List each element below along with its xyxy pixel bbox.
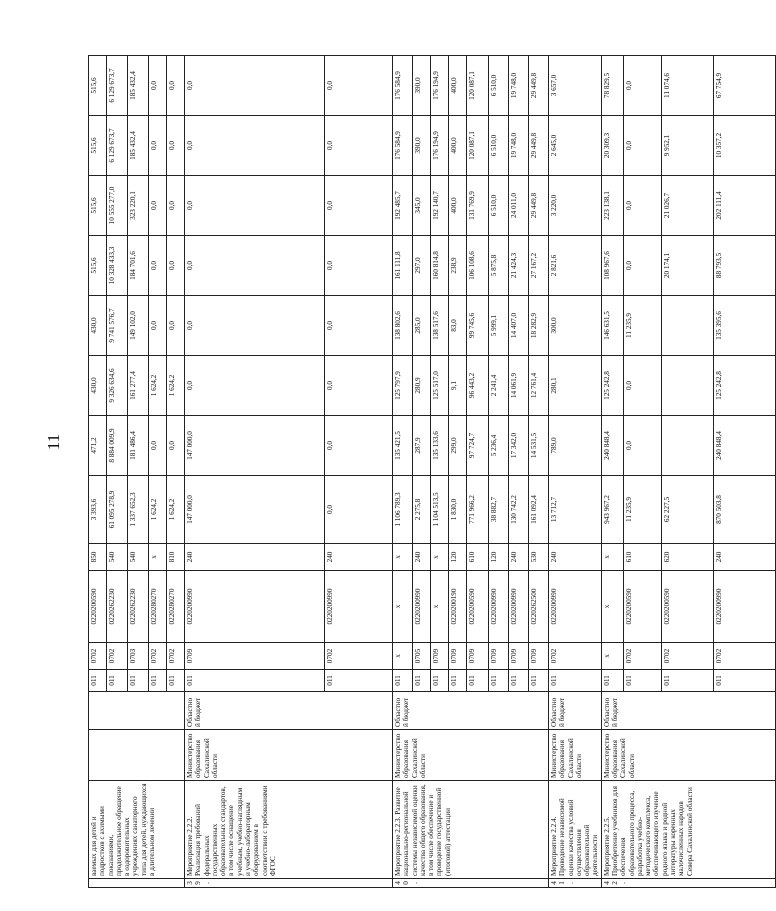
amount-cell: 430,0 xyxy=(89,356,107,416)
code-cell: 120 xyxy=(489,544,509,571)
executor-cell: Министерство образования Сахалинской области xyxy=(393,730,549,781)
amount-cell: 161 111,8 xyxy=(393,236,413,296)
amount-cell: 0,0 xyxy=(167,416,185,476)
code-cell: 240 xyxy=(325,544,393,571)
amount-cell: 0,0 xyxy=(149,236,167,296)
amount-cell: 1 830,0 xyxy=(449,476,467,544)
amount-cell: 135 395,6 xyxy=(713,296,775,356)
amount-cell: 515,6 xyxy=(89,176,107,236)
code-cell: 240 xyxy=(185,544,325,571)
amount-cell: 0,0 xyxy=(167,176,185,236)
amount-cell: 160 814,8 xyxy=(431,236,449,296)
code-cell: 0702 xyxy=(167,643,185,670)
amount-cell: 21 424,3 xyxy=(509,236,529,296)
amount-cell: 62 227,5 xyxy=(661,476,713,544)
amount-cell: 147 000,0 xyxy=(185,416,325,476)
executor-cell: Министерство образования Сахалинской области xyxy=(601,730,775,781)
amount-cell: 29 449,8 xyxy=(529,116,549,176)
code-cell: 0220262230 xyxy=(107,571,128,643)
amount-cell: 1 624,2 xyxy=(167,476,185,544)
budget-table xyxy=(88,2,776,888)
amount-cell: 430,0 xyxy=(89,296,107,356)
amount-cell: 2 275,8 xyxy=(413,476,431,544)
code-cell: 0220262230 xyxy=(128,571,149,643)
amount-cell: 138 802,6 xyxy=(393,296,413,356)
code-cell: 0220200590 xyxy=(623,571,661,643)
amount-cell: 67 754,9 xyxy=(713,56,775,116)
amount-cell: 184 701,6 xyxy=(128,236,149,296)
code-cell: 0709 xyxy=(449,643,467,670)
amount-cell: 78 829,5 xyxy=(601,56,623,116)
amount-cell xyxy=(661,296,713,356)
code-cell: 0220200990 xyxy=(413,571,431,643)
amount-cell: 0,0 xyxy=(185,296,325,356)
amount-cell: 6 510,0 xyxy=(489,56,509,116)
code-cell: 0702 xyxy=(713,643,775,670)
measure-name: Мероприятие 2.2.4. Проведение независимой оценки качества условий осуществления образовательной деятельности xyxy=(549,781,602,879)
amount-cell: 106 108,6 xyxy=(467,236,489,296)
row-number: 41. xyxy=(549,879,602,888)
amount-cell: 943 967,2 xyxy=(601,476,623,544)
amount-cell: 135 133,6 xyxy=(431,416,449,476)
code-cell: 0220200590 xyxy=(89,571,107,643)
amount-cell: 29 449,8 xyxy=(529,56,549,116)
amount-cell: 0,0 xyxy=(325,56,393,116)
code-cell: 011 xyxy=(413,670,431,692)
amount-cell: 0,0 xyxy=(185,356,325,416)
code-cell: 610 xyxy=(623,544,661,571)
code-cell: 0702 xyxy=(149,643,167,670)
amount-cell: 400,0 xyxy=(449,116,467,176)
table-row xyxy=(549,3,602,888)
amount-cell: 17 342,0 xyxy=(509,416,529,476)
code-cell: 011 xyxy=(89,670,107,692)
code-cell: 850 xyxy=(89,544,107,571)
amount-cell: 131 769,9 xyxy=(467,176,489,236)
amount-cell: 161 092,4 xyxy=(529,476,549,544)
amount-cell: 24 011,0 xyxy=(509,176,529,236)
amount-cell: 3 393,6 xyxy=(89,476,107,544)
amount-cell: 5 236,4 xyxy=(489,416,509,476)
amount-cell: 146 631,5 xyxy=(601,296,623,356)
amount-cell: 0,0 xyxy=(149,416,167,476)
amount-cell: 5 999,1 xyxy=(489,296,509,356)
row-number: 40. xyxy=(393,879,549,888)
amount-cell: 1 104 513,5 xyxy=(431,476,449,544)
funding-source-cell: Областной бюджет xyxy=(393,692,549,730)
amount-cell: 29 449,8 xyxy=(529,176,549,236)
amount-cell: 202 111,4 xyxy=(713,176,775,236)
rotated-page xyxy=(88,3,723,888)
amount-cell: 280,9 xyxy=(413,356,431,416)
code-cell: 0709 xyxy=(431,643,449,670)
amount-cell: 0,0 xyxy=(185,56,325,116)
code-cell: 0702 xyxy=(325,643,393,670)
code-cell: 240 xyxy=(413,544,431,571)
amount-cell xyxy=(661,356,713,416)
measure-name: Мероприятие 2.2.3. Развитие национально-региональной системы независимой оценки качества общего образования, в том числе обеспечение и проведение государственной (итоговой) аттестации xyxy=(393,781,549,879)
amount-cell: 345,0 xyxy=(413,176,431,236)
amount-cell xyxy=(661,416,713,476)
amount-cell: 138 517,6 xyxy=(431,296,449,356)
executor-cell xyxy=(89,730,185,781)
amount-cell: 0,0 xyxy=(185,236,325,296)
code-cell: 0702 xyxy=(89,643,107,670)
code-cell: 0220262500 xyxy=(529,571,549,643)
amount-cell: 10 555 277,0 xyxy=(107,176,128,236)
funding-source-cell: Областной бюджет xyxy=(601,692,775,730)
amount-cell: 20 174,1 xyxy=(661,236,713,296)
amount-cell: 297,0 xyxy=(413,236,431,296)
amount-cell: 3 220,0 xyxy=(549,176,602,236)
code-cell: 0220200590 xyxy=(661,571,713,643)
amount-cell: 0,0 xyxy=(167,56,185,116)
amount-cell: 9 326 634,6 xyxy=(107,356,128,416)
code-cell: 011 xyxy=(431,670,449,692)
amount-cell: 192 485,7 xyxy=(393,176,413,236)
amount-cell: 14 531,5 xyxy=(529,416,549,476)
amount-cell: 6 129 673,7 xyxy=(107,116,128,176)
amount-cell: 0,0 xyxy=(325,356,393,416)
code-cell: 011 xyxy=(107,670,128,692)
amount-cell: 1 624,2 xyxy=(167,356,185,416)
code-cell: 0220200990 xyxy=(509,571,529,643)
amount-cell: 0,0 xyxy=(325,176,393,236)
row-number: 42. xyxy=(601,879,775,888)
amount-cell: 1 624,2 xyxy=(149,356,167,416)
code-cell: 011 xyxy=(623,670,661,692)
amount-cell: 135 421,5 xyxy=(393,416,413,476)
code-cell: 0709 xyxy=(185,643,325,670)
amount-cell: 14 061,9 xyxy=(509,356,529,416)
code-cell: 240 xyxy=(713,544,775,571)
amount-cell: 0,0 xyxy=(325,296,393,356)
amount-cell: 96 443,2 xyxy=(467,356,489,416)
amount-cell: 11 235,9 xyxy=(623,296,661,356)
amount-cell: 192 140,7 xyxy=(431,176,449,236)
amount-cell: 0,0 xyxy=(325,236,393,296)
code-cell: x xyxy=(149,544,167,571)
amount-cell: 0,0 xyxy=(623,356,661,416)
code-cell: 0709 xyxy=(467,643,489,670)
amount-cell: 14 407,0 xyxy=(509,296,529,356)
code-cell: 0220200990 xyxy=(489,571,509,643)
amount-cell: 18 282,9 xyxy=(529,296,549,356)
amount-cell: 9 952,1 xyxy=(661,116,713,176)
code-cell: 240 xyxy=(509,544,529,571)
amount-cell: 400,0 xyxy=(449,176,467,236)
code-cell: 011 xyxy=(489,670,509,692)
amount-cell: 0,0 xyxy=(167,236,185,296)
amount-cell: 390,0 xyxy=(413,56,431,116)
amount-cell: 125 242,8 xyxy=(601,356,623,416)
amount-cell: 0,0 xyxy=(149,56,167,116)
table-body xyxy=(89,3,776,888)
code-cell: 0702 xyxy=(549,643,602,670)
amount-cell: 99 745,6 xyxy=(467,296,489,356)
page-number: 11 xyxy=(44,433,64,451)
code-cell: 011 xyxy=(549,670,602,692)
amount-cell: 2 821,6 xyxy=(549,236,602,296)
table-row xyxy=(601,3,623,888)
code-cell: 011 xyxy=(509,670,529,692)
amount-cell: 1 106 789,3 xyxy=(393,476,413,544)
amount-cell: 185 432,4 xyxy=(128,56,149,116)
amount-cell: 0,0 xyxy=(623,416,661,476)
amount-cell: 280,1 xyxy=(549,356,602,416)
amount-cell: 240 848,4 xyxy=(601,416,623,476)
code-cell: x xyxy=(601,544,623,571)
measure-name: Мероприятие 2.2.2. Реализация требований федеральных государственных образовательных стандартов, в том числе оснащение учебным, учебно-наглядным и учебно-лабораторным оборудованием в соответствии с требованиями ФГОС xyxy=(185,781,393,879)
code-cell: 0702 xyxy=(623,643,661,670)
code-cell: x xyxy=(393,571,413,643)
code-cell: 011 xyxy=(325,670,393,692)
amount-cell: 83,0 xyxy=(449,296,467,356)
amount-cell: 0,0 xyxy=(185,176,325,236)
code-cell: 011 xyxy=(529,670,549,692)
code-cell: 011 xyxy=(167,670,185,692)
amount-cell: 515,6 xyxy=(89,56,107,116)
amount-cell: 870 503,8 xyxy=(713,476,775,544)
amount-cell: 515,6 xyxy=(89,236,107,296)
code-cell: 011 xyxy=(713,670,775,692)
amount-cell: 238,9 xyxy=(449,236,467,296)
amount-cell: 0,0 xyxy=(167,296,185,356)
amount-cell: 125 797,9 xyxy=(393,356,413,416)
executor-cell: Министерство образования Сахалинской области xyxy=(185,730,393,781)
code-cell: 0702 xyxy=(661,643,713,670)
row-number xyxy=(89,879,185,888)
amount-cell: 130 742,2 xyxy=(509,476,529,544)
amount-cell: 5 875,8 xyxy=(489,236,509,296)
amount-cell: 0,0 xyxy=(623,56,661,116)
code-cell: 0220200590 xyxy=(467,571,489,643)
amount-cell: 471,2 xyxy=(89,416,107,476)
code-cell: 0703 xyxy=(128,643,149,670)
code-cell: 011 xyxy=(449,670,467,692)
amount-cell: 108 967,6 xyxy=(601,236,623,296)
code-cell: x xyxy=(601,571,623,643)
table-row xyxy=(185,3,325,888)
code-cell: x xyxy=(393,544,413,571)
amount-cell: 3 657,0 xyxy=(549,56,602,116)
amount-cell: 6 129 673,7 xyxy=(107,56,128,116)
amount-cell: 97 724,7 xyxy=(467,416,489,476)
code-cell: 0220200190 xyxy=(449,571,467,643)
amount-cell: 11 074,6 xyxy=(661,56,713,116)
amount-cell: 19 748,0 xyxy=(509,116,529,176)
amount-cell: 61 095 278,9 xyxy=(107,476,128,544)
amount-cell: 6 510,0 xyxy=(489,116,509,176)
amount-cell: 10 357,2 xyxy=(713,116,775,176)
amount-cell: 0,0 xyxy=(325,416,393,476)
code-cell: 120 xyxy=(449,544,467,571)
code-cell: 0220280270 xyxy=(149,571,167,643)
code-cell: x xyxy=(431,544,449,571)
code-cell: 240 xyxy=(549,544,602,571)
amount-cell: 0,0 xyxy=(623,236,661,296)
amount-cell: 149 102,0 xyxy=(128,296,149,356)
code-cell: 011 xyxy=(128,670,149,692)
amount-cell: 2 645,0 xyxy=(549,116,602,176)
amount-cell: 771 966,2 xyxy=(467,476,489,544)
table-row xyxy=(89,3,107,888)
executor-cell: Министерство образования Сахалинской области xyxy=(549,730,602,781)
amount-cell: 6 510,0 xyxy=(489,176,509,236)
code-cell: 0709 xyxy=(529,643,549,670)
amount-cell: 287,9 xyxy=(413,416,431,476)
code-cell: 530 xyxy=(529,544,549,571)
amount-cell: 9,1 xyxy=(449,356,467,416)
amount-cell: 390,0 xyxy=(413,116,431,176)
code-cell: 610 xyxy=(467,544,489,571)
code-cell: 011 xyxy=(149,670,167,692)
funding-source-cell xyxy=(89,692,185,730)
amount-cell: 147 000,0 xyxy=(185,476,325,544)
amount-cell: 125 242,8 xyxy=(713,356,775,416)
amount-cell: 515,6 xyxy=(89,116,107,176)
code-cell: x xyxy=(601,643,623,670)
code-cell: 620 xyxy=(661,544,713,571)
funding-source-cell: Областной бюджет xyxy=(185,692,393,730)
code-cell: 0702 xyxy=(107,643,128,670)
amount-cell: 12 761,4 xyxy=(529,356,549,416)
amount-cell: 1 337 652,3 xyxy=(128,476,149,544)
amount-cell: 0,0 xyxy=(149,116,167,176)
code-cell: 011 xyxy=(393,670,413,692)
amount-cell: 161 277,4 xyxy=(128,356,149,416)
code-cell: 0705 xyxy=(413,643,431,670)
amount-cell: 0,0 xyxy=(623,176,661,236)
amount-cell: 0,0 xyxy=(623,116,661,176)
amount-cell: 240 848,4 xyxy=(713,416,775,476)
code-cell: 540 xyxy=(128,544,149,571)
code-cell: x xyxy=(393,643,413,670)
amount-cell: 176 194,9 xyxy=(431,116,449,176)
amount-cell: 125 517,0 xyxy=(431,356,449,416)
measure-name: Мероприятие 2.2.5. Приобретение учебников для обеспечения образовательного процесса, разработка учебно-методического комплекса, обеспечивающего изучение родного языка и родной литературы коренных малочисленных народов Севера Сахалинской области xyxy=(601,781,775,879)
funding-source-cell: Областной бюджет xyxy=(549,692,602,730)
amount-cell: 0,0 xyxy=(185,116,325,176)
amount-cell: 400,0 xyxy=(449,56,467,116)
amount-cell: 0,0 xyxy=(325,476,393,544)
amount-cell: 120 087,1 xyxy=(467,116,489,176)
amount-cell: 0,0 xyxy=(149,176,167,236)
code-cell: 011 xyxy=(601,670,623,692)
amount-cell: 20 309,3 xyxy=(601,116,623,176)
amount-cell: 21 026,7 xyxy=(661,176,713,236)
amount-cell: 176 584,9 xyxy=(393,56,413,116)
amount-cell: 323 220,1 xyxy=(128,176,149,236)
amount-cell: 300,0 xyxy=(549,296,602,356)
amount-cell: 299,0 xyxy=(449,416,467,476)
code-cell: 540 xyxy=(107,544,128,571)
amount-cell: 2 241,4 xyxy=(489,356,509,416)
amount-cell: 120 087,1 xyxy=(467,56,489,116)
code-cell: 0220200990 xyxy=(713,571,775,643)
code-cell: 0220200990 xyxy=(549,571,602,643)
amount-cell: 223 138,1 xyxy=(601,176,623,236)
amount-cell: 789,0 xyxy=(549,416,602,476)
amount-cell: 38 882,7 xyxy=(489,476,509,544)
code-cell: 011 xyxy=(185,670,325,692)
code-cell: 011 xyxy=(467,670,489,692)
code-cell: 0220200990 xyxy=(325,571,393,643)
amount-cell: 0,0 xyxy=(149,296,167,356)
amount-cell: 10 328 433,3 xyxy=(107,236,128,296)
amount-cell: 88 793,5 xyxy=(713,236,775,296)
amount-cell: 11 235,9 xyxy=(623,476,661,544)
amount-cell: 185 432,4 xyxy=(128,116,149,176)
amount-cell: 0,0 xyxy=(167,116,185,176)
code-cell: 011 xyxy=(661,670,713,692)
code-cell: 0220280270 xyxy=(167,571,185,643)
amount-cell: 27 167,2 xyxy=(529,236,549,296)
row-number: 39. xyxy=(185,879,393,888)
measure-name: ваемых для детей и подростков с ахимыми показаниями, продолжительное обращение в оздоровительных учреждениях санаторного типа для детей, нуждающихся в длительном лечении xyxy=(89,781,185,879)
amount-cell: 1 624,2 xyxy=(149,476,167,544)
code-cell: 0709 xyxy=(509,643,529,670)
code-cell: 0220200990 xyxy=(185,571,325,643)
amount-cell: 8 884 009,9 xyxy=(107,416,128,476)
amount-cell: 13 712,7 xyxy=(549,476,602,544)
amount-cell: 285,0 xyxy=(413,296,431,356)
code-cell: 0709 xyxy=(489,643,509,670)
amount-cell: 181 486,4 xyxy=(128,416,149,476)
amount-cell: 0,0 xyxy=(325,116,393,176)
code-cell: 810 xyxy=(167,544,185,571)
table-row xyxy=(393,3,413,888)
amount-cell: 19 748,0 xyxy=(509,56,529,116)
amount-cell: 176 194,9 xyxy=(431,56,449,116)
code-cell: x xyxy=(431,571,449,643)
amount-cell: 176 584,9 xyxy=(393,116,413,176)
amount-cell: 9 741 576,7 xyxy=(107,296,128,356)
